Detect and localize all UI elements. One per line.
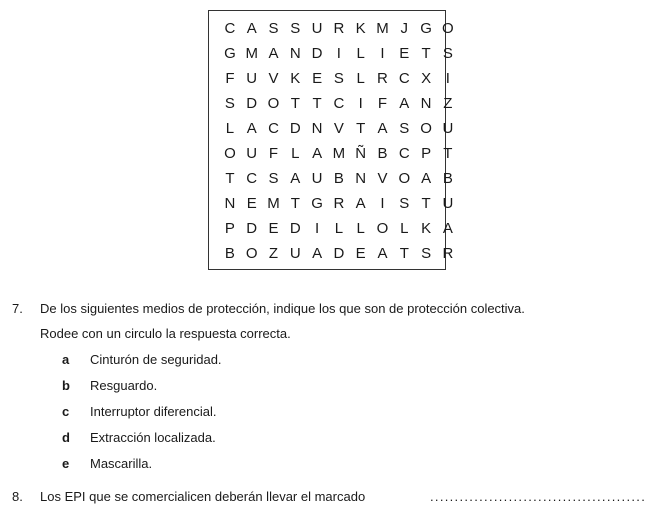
grid-letter: O: [245, 245, 258, 262]
grid-letter: U: [289, 245, 301, 262]
grid-letter: I: [380, 195, 385, 212]
grid-row: [219, 119, 459, 139]
grid-letter: E: [246, 195, 257, 212]
grid-letter: A: [399, 95, 410, 112]
grid-letter: D: [289, 120, 301, 137]
grid-letter: P: [421, 145, 432, 162]
grid-letter: K: [290, 70, 301, 87]
grid-letter: T: [290, 195, 300, 212]
grid-letter: E: [355, 245, 366, 262]
option-letter: e: [62, 456, 70, 471]
grid-letter: D: [289, 220, 301, 237]
question-8-blank: ............................................: [430, 489, 647, 504]
grid-letter: S: [290, 20, 301, 37]
grid-letter: A: [312, 245, 323, 262]
grid-letter: O: [376, 220, 389, 237]
grid-letter: R: [377, 70, 388, 87]
grid-letter: O: [442, 20, 454, 37]
grid-letter: A: [355, 195, 366, 212]
grid-letter: M: [332, 145, 346, 162]
grid-letter: C: [333, 95, 345, 112]
grid-letter: N: [224, 195, 236, 212]
grid-letter: A: [377, 120, 388, 137]
grid-letter: O: [420, 120, 432, 137]
option-text: Cinturón de seguridad.: [90, 352, 222, 367]
grid-letter: R: [442, 245, 454, 262]
grid-letter: F: [377, 95, 388, 112]
grid-letter: F: [268, 145, 279, 162]
grid-letter: C: [246, 170, 258, 187]
grid-letter: L: [400, 220, 409, 237]
grid-letter: B: [224, 245, 235, 262]
grid-letter: N: [420, 95, 432, 112]
grid-letter: G: [224, 45, 236, 62]
option-text: Extracción localizada.: [90, 430, 216, 445]
grid-letter: E: [312, 70, 323, 87]
grid-letter: I: [380, 45, 385, 62]
grid-letter: D: [246, 220, 258, 237]
grid-letter: D: [246, 95, 258, 112]
grid-letter: U: [246, 145, 258, 162]
question-7-number: 7.: [12, 301, 23, 316]
grid-letter: E: [268, 220, 279, 237]
option-letter: a: [62, 352, 70, 367]
grid-letter: F: [225, 70, 235, 87]
option-text: Mascarilla.: [90, 456, 153, 471]
grid-letter: A: [312, 145, 323, 162]
grid-letter: S: [442, 45, 453, 62]
grid-letter: T: [356, 120, 366, 137]
grid-letter: V: [268, 70, 279, 87]
grid-letter: D: [333, 245, 345, 262]
question-7-text: De los siguientes medios de protección, indique los que son de protección colectiva.: [40, 301, 525, 316]
grid-letter: L: [225, 120, 235, 137]
grid-letter: A: [246, 20, 257, 37]
grid-letter: A: [290, 170, 301, 187]
grid-letter: B: [377, 145, 388, 162]
grid-letter: J: [400, 20, 409, 37]
option-letter: b: [62, 378, 70, 393]
grid-letter: A: [377, 245, 388, 262]
grid-letter: N: [289, 45, 301, 62]
word-search-grid: [208, 10, 454, 270]
grid-letter: S: [268, 170, 279, 187]
grid-letter: M: [376, 20, 389, 37]
grid-letter: S: [399, 195, 410, 212]
grid-letter: B: [442, 170, 453, 187]
grid-letter: R: [333, 20, 345, 37]
grid-letter: S: [224, 95, 235, 112]
grid-letter: S: [268, 20, 279, 37]
grid-row: [219, 169, 459, 189]
grid-row: [219, 44, 459, 64]
grid-letter: L: [356, 70, 365, 87]
grid-letter: L: [356, 220, 365, 237]
option-letter: c: [62, 404, 70, 419]
grid-row: [219, 194, 459, 214]
grid-letter: I: [336, 45, 341, 62]
grid-letter: N: [311, 120, 323, 137]
grid-letter: Z: [443, 95, 453, 112]
grid-row: [219, 244, 459, 264]
grid-letter: L: [334, 220, 344, 237]
grid-letter: T: [312, 95, 322, 112]
grid-letter: T: [421, 45, 431, 62]
grid-letter: K: [355, 20, 366, 37]
grid-letter: T: [443, 145, 453, 162]
grid-letter: M: [267, 195, 280, 212]
grid-letter: N: [355, 170, 367, 187]
grid-letter: L: [291, 145, 300, 162]
question-7-instruction: Rodee con un circulo la respuesta correcta.: [40, 326, 291, 341]
grid-letter: E: [399, 45, 410, 62]
grid-letter: D: [311, 45, 323, 62]
grid-letter: Ñ: [355, 145, 367, 162]
grid-letter: A: [268, 45, 279, 62]
grid-letter: O: [267, 95, 280, 112]
grid-letter: K: [421, 220, 432, 237]
grid-letter: T: [290, 95, 300, 112]
grid-letter: V: [377, 170, 388, 187]
grid-letter: B: [333, 170, 344, 187]
grid-letter: T: [399, 245, 409, 262]
grid-letter: T: [421, 195, 431, 212]
grid-letter: A: [442, 220, 453, 237]
grid-letter: G: [420, 20, 432, 37]
grid-letter: U: [442, 195, 454, 212]
grid-letter: Z: [268, 245, 279, 262]
grid-letter: T: [225, 170, 235, 187]
question-8-text: Los EPI que se comercialicen deberán llevar el marcado: [40, 489, 366, 504]
grid-row: [219, 219, 459, 239]
grid-letter: M: [245, 45, 258, 62]
grid-letter: A: [246, 120, 257, 137]
grid-letter: X: [421, 70, 432, 87]
grid-letter: I: [358, 95, 363, 112]
grid-letter: C: [398, 145, 410, 162]
grid-letter: U: [246, 70, 258, 87]
grid-letter: I: [315, 220, 320, 237]
option-text: Resguardo.: [90, 378, 158, 393]
question-8-number: 8.: [12, 489, 23, 504]
grid-letter: U: [442, 120, 454, 137]
grid-row: [219, 19, 459, 39]
grid-letter: S: [333, 70, 344, 87]
grid-letter: C: [398, 70, 410, 87]
grid-letter: P: [224, 220, 235, 237]
grid-letter: U: [311, 170, 323, 187]
option-text: Interruptor diferencial.: [90, 404, 217, 419]
grid-letter: A: [421, 170, 432, 187]
grid-letter: S: [421, 245, 432, 262]
grid-row: [219, 94, 459, 114]
grid-letter: V: [333, 120, 344, 137]
grid-letter: R: [333, 195, 345, 212]
grid-letter: L: [356, 45, 365, 62]
grid-row: [219, 69, 459, 89]
grid-letter: S: [399, 120, 410, 137]
option-letter: d: [62, 430, 70, 445]
grid-letter: O: [224, 145, 236, 162]
grid-letter: I: [445, 70, 450, 87]
grid-letter: C: [268, 120, 279, 137]
grid-letter: O: [398, 170, 411, 187]
grid-row: [219, 144, 459, 164]
grid-letter: U: [311, 20, 323, 37]
grid-letter: C: [224, 20, 236, 37]
grid-letter: G: [311, 195, 323, 212]
